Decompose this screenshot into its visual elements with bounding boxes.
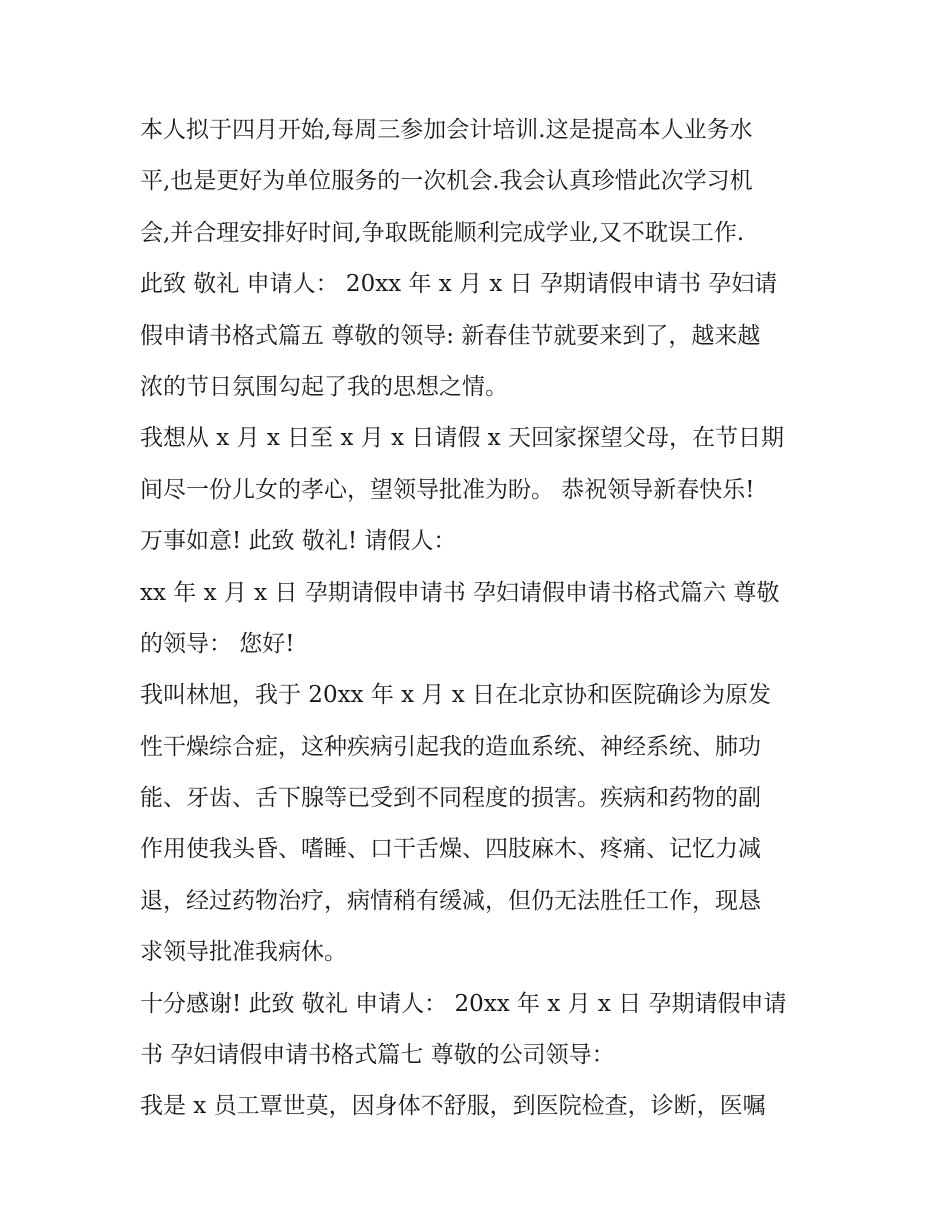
text-line: 此致 敬礼 申请人： 20xx 年 x 月 x 日 孕期请假申请书 孕妇请: [140, 271, 778, 298]
text-line: 本人拟于四月开始,每周三参加会计培训.这是提高本人业务水: [140, 117, 753, 143]
text-line: 书 孕妇请假申请书格式篇七 尊敬的公司领导：: [140, 1042, 615, 1069]
text-line: 作用使我头昏、嗜睡、口干舌燥、四肢麻木、疼痛、记忆力减: [140, 836, 761, 863]
text-line: 平,也是更好为单位服务的一次机会.我会认真珍惜此次学习机: [140, 168, 753, 195]
text-line: 我想从 x 月 x 日至 x 月 x 日请假 x 天回家探望父母，在节日期: [140, 425, 784, 452]
document-body: [140, 111, 812, 1139]
paragraph-format-six: [140, 574, 812, 663]
text-line: 间尽一份儿女的孝心，望领导批准为盼。 恭祝领导新春快乐!: [140, 476, 755, 503]
paragraph-format-seven: [140, 985, 812, 1074]
paragraph-employee: [140, 1087, 812, 1125]
text-line: 退，经过药物治疗，病情稍有缓减，但仍无法胜任工作，现恳: [140, 887, 761, 914]
text-line: 浓的节日氛围勾起了我的思想之情。: [140, 373, 508, 400]
text-line: 我是 x 员工覃世莫，因身体不舒服，到医院检查，诊断，医嘱: [140, 1093, 766, 1120]
text-line: xx 年 x 月 x 日 孕期请假申请书 孕妇请假申请书格式篇六 尊敬: [140, 579, 780, 606]
text-line: 我叫林旭，我于 20xx 年 x 月 x 日在北京协和医院确诊为原发: [140, 682, 772, 709]
text-line: 性干燥综合症，这种疾病引起我的造血系统、神经系统、肺功: [140, 733, 761, 760]
paragraph-spring-festival: [140, 419, 812, 560]
text-line: 的领导： 您好!: [140, 630, 295, 657]
text-line: 求领导批准我病休。: [140, 939, 347, 966]
text-line: 会,并合理安排好时间,争取既能顺利完成学业,又不耽误工作.: [140, 219, 745, 246]
paragraph-training: [140, 111, 812, 406]
paragraph-sick-leave: [140, 676, 812, 971]
text-line: 假申请书格式篇五 尊敬的领导: 新春佳节就要来到了，越来越: [140, 322, 761, 349]
text-line: 能、牙齿、舌下腺等已受到不同程度的损害。疾病和药物的副: [140, 785, 761, 812]
text-line: 十分感谢! 此致 敬礼 申请人： 20xx 年 x 月 x 日 孕期请假申请: [140, 990, 787, 1017]
text-line: 万事如意! 此致 敬礼! 请假人：: [140, 528, 457, 555]
